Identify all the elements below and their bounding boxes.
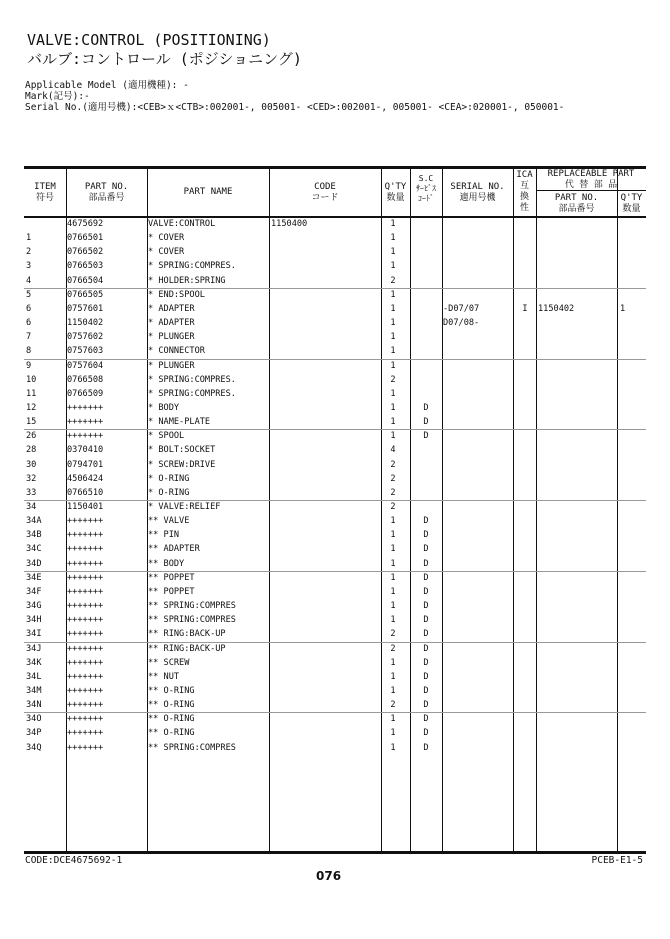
service-code-cell: D xyxy=(423,431,429,442)
item-cell: 2 xyxy=(26,247,32,258)
table-row xyxy=(24,302,646,316)
table-row xyxy=(24,316,646,330)
qty-cell: 1 xyxy=(390,417,396,428)
part-name-cell: ** ADAPTER xyxy=(148,544,200,555)
table-row xyxy=(24,684,646,698)
service-code-cell: D xyxy=(423,530,429,541)
part-no-cell: +++++++ xyxy=(67,671,104,682)
qty-cell: 1 xyxy=(390,360,396,371)
header-replaceable-part-no: PART NO. 部品番号 xyxy=(554,193,599,214)
service-code-cell: D xyxy=(423,516,429,527)
table-row xyxy=(24,217,646,231)
part-no-cell: +++++++ xyxy=(67,714,104,725)
part-no-cell: 0766508 xyxy=(67,374,104,385)
table-row xyxy=(24,245,646,259)
table-row xyxy=(24,259,646,273)
part-name-cell: * BOLT:SOCKET xyxy=(148,445,216,456)
service-code-cell: D xyxy=(423,643,429,654)
part-name-cell: * COVER xyxy=(148,233,185,244)
service-code-cell: D xyxy=(423,572,429,583)
item-cell: 34I xyxy=(26,629,42,640)
service-code-cell: D xyxy=(423,629,429,640)
item-cell: 34D xyxy=(26,558,42,569)
ica-cell: I xyxy=(522,303,528,314)
item-cell: 1 xyxy=(26,233,32,244)
part-no-cell: +++++++ xyxy=(67,572,104,583)
part-no-cell: +++++++ xyxy=(67,629,104,640)
footer-catalog-ref: PCEB-E1-5 xyxy=(591,855,643,866)
part-no-cell: +++++++ xyxy=(67,586,104,597)
part-no-cell: 1150401 xyxy=(67,502,104,512)
serial-numbers: Serial No.(適用号機):<CEB>ｘ<CTB>:002001-, 005001- <CED>:002001-, 005001- <CEA>:020001-, 050001- xyxy=(25,102,565,113)
qty-cell: 1 xyxy=(390,572,396,583)
table-row xyxy=(24,373,646,387)
service-code-cell: D xyxy=(423,601,429,612)
service-code-cell: D xyxy=(423,742,429,753)
service-code-cell: D xyxy=(423,714,429,725)
part-no-cell: +++++++ xyxy=(67,544,104,555)
item-cell: 26 xyxy=(26,431,37,442)
qty-cell: 1 xyxy=(390,346,396,357)
part-no-cell: +++++++ xyxy=(67,558,104,569)
table-row xyxy=(24,486,646,500)
item-cell: 34G xyxy=(26,601,42,612)
qty-cell: 2 xyxy=(390,643,396,654)
qty-cell: 1 xyxy=(390,261,396,272)
qty-cell: 1 xyxy=(390,615,396,626)
table-row xyxy=(24,599,646,613)
qty-cell: 1 xyxy=(390,671,396,682)
table-row xyxy=(24,670,646,684)
qty-cell: 1 xyxy=(390,431,396,442)
item-cell: 8 xyxy=(26,346,32,357)
part-no-cell: 0757601 xyxy=(67,303,104,314)
table-row xyxy=(24,542,646,556)
table-bottom-rule xyxy=(24,851,646,854)
item-cell: 30 xyxy=(26,459,37,470)
item-cell: 34Q xyxy=(26,742,42,753)
item-cell: 34P xyxy=(26,728,42,739)
table-row xyxy=(24,429,646,443)
qty-cell: 1 xyxy=(390,714,396,725)
part-no-cell: +++++++ xyxy=(67,742,104,753)
qty-cell: 1 xyxy=(390,586,396,597)
part-name-cell: * COVER xyxy=(148,247,185,258)
part-name-cell: * SCREW:DRIVE xyxy=(148,459,216,470)
service-code-cell: D xyxy=(423,700,429,711)
serial-cell: D07/08- xyxy=(443,318,480,329)
replaceable-qty-cell: 1 xyxy=(620,303,626,314)
item-cell: 6 xyxy=(26,318,32,329)
footer-code: CODE:DCE4675692-1 xyxy=(25,855,123,866)
header-part-name: PART NAME xyxy=(183,187,233,197)
table-row xyxy=(24,571,646,585)
part-no-cell: +++++++ xyxy=(67,643,104,654)
qty-cell: 1 xyxy=(390,388,396,399)
item-cell: 12 xyxy=(26,402,37,413)
header-part-no: PART NO. 部品番号 xyxy=(84,182,129,203)
part-no-cell: 4675692 xyxy=(67,219,104,229)
table-row xyxy=(24,359,646,373)
table-row xyxy=(24,401,646,415)
qty-cell: 2 xyxy=(390,487,396,498)
qty-cell: 2 xyxy=(390,459,396,470)
qty-cell: 1 xyxy=(390,657,396,668)
table-row xyxy=(24,330,646,344)
serial-cell: -D07/07 xyxy=(443,303,480,314)
item-cell: 7 xyxy=(26,332,32,343)
item-cell: 4 xyxy=(26,275,32,286)
part-name-cell: * PLUNGER xyxy=(148,332,195,343)
part-name-cell: * O-RING xyxy=(148,487,190,498)
service-code-cell: D xyxy=(423,558,429,569)
table-row xyxy=(24,627,646,641)
part-no-cell: +++++++ xyxy=(67,431,104,442)
item-cell: 34C xyxy=(26,544,42,555)
item-cell: 34A xyxy=(26,516,42,527)
part-no-cell: +++++++ xyxy=(67,402,104,413)
service-code-cell: D xyxy=(423,417,429,428)
part-no-cell: +++++++ xyxy=(67,516,104,527)
qty-cell: 1 xyxy=(390,289,396,300)
part-no-cell: +++++++ xyxy=(67,685,104,696)
item-cell: 15 xyxy=(26,417,37,428)
service-code-cell: D xyxy=(423,402,429,413)
item-cell: 34M xyxy=(26,685,42,696)
title-english: VALVE:CONTROL (POSITIONING) xyxy=(27,31,271,49)
qty-cell: 1 xyxy=(390,516,396,527)
part-no-cell: 1150402 xyxy=(67,318,104,329)
qty-cell: 1 xyxy=(390,219,396,229)
code-cell: 1150400 xyxy=(271,219,308,229)
part-no-cell: 0757604 xyxy=(67,360,104,371)
part-no-cell: 0766509 xyxy=(67,388,104,399)
mark: Mark(記号):- xyxy=(25,91,90,102)
qty-cell: 1 xyxy=(390,303,396,314)
header-code: CODE コード xyxy=(311,182,339,203)
part-no-cell: 4506424 xyxy=(67,473,104,484)
part-name-cell: * SPRING:COMPRES. xyxy=(148,261,236,272)
part-name-cell: ** SPRING:COMPRES xyxy=(148,601,236,612)
part-name-cell: ** RING:BACK-UP xyxy=(148,629,226,640)
part-name-cell: ** SCREW xyxy=(148,657,190,668)
table-row xyxy=(24,698,646,712)
item-cell: 34H xyxy=(26,615,42,626)
qty-cell: 2 xyxy=(390,374,396,385)
part-name-cell: * SPRING:COMPRES. xyxy=(148,388,236,399)
part-name-cell: ** O-RING xyxy=(148,728,195,739)
item-cell: 34 xyxy=(26,502,37,512)
table-row xyxy=(24,415,646,429)
qty-cell: 1 xyxy=(390,728,396,739)
item-cell: 33 xyxy=(26,487,37,498)
item-cell: 34J xyxy=(26,643,42,654)
part-no-cell: +++++++ xyxy=(67,601,104,612)
part-no-cell: 0757603 xyxy=(67,346,104,357)
part-name-cell: ** VALVE xyxy=(148,516,190,527)
part-name-cell: * NAME-PLATE xyxy=(148,417,211,428)
item-cell: 34K xyxy=(26,657,42,668)
table-row xyxy=(24,642,646,656)
table-row xyxy=(24,387,646,401)
part-name-cell: * CONNECTOR xyxy=(148,346,205,357)
qty-cell: 1 xyxy=(390,402,396,413)
part-no-cell: 0766510 xyxy=(67,487,104,498)
table-row xyxy=(24,514,646,528)
service-code-cell: D xyxy=(423,728,429,739)
item-cell: 32 xyxy=(26,473,37,484)
part-no-cell: +++++++ xyxy=(67,700,104,711)
part-name-cell: * END:SPOOL xyxy=(148,289,205,300)
service-code-cell: D xyxy=(423,586,429,597)
item-cell: 3 xyxy=(26,261,32,272)
qty-cell: 2 xyxy=(390,700,396,711)
part-no-cell: 0757602 xyxy=(67,332,104,343)
qty-cell: 1 xyxy=(390,332,396,343)
part-no-cell: +++++++ xyxy=(67,615,104,626)
table-row xyxy=(24,726,646,740)
part-name-cell: * BODY xyxy=(148,402,180,413)
item-cell: 6 xyxy=(26,303,32,314)
header-replaceable-qty: Q'TY 数量 xyxy=(620,193,643,214)
part-no-cell: +++++++ xyxy=(67,728,104,739)
service-code-cell: D xyxy=(423,685,429,696)
part-name-cell: * SPOOL xyxy=(148,431,185,442)
service-code-cell: D xyxy=(423,615,429,626)
item-cell: 34N xyxy=(26,700,42,711)
item-cell: 11 xyxy=(26,388,37,399)
item-cell: 28 xyxy=(26,445,37,456)
table-row xyxy=(24,712,646,726)
part-name-cell: ** NUT xyxy=(148,671,180,682)
part-name-cell: ** O-RING xyxy=(148,685,195,696)
part-no-cell: +++++++ xyxy=(67,530,104,541)
item-cell: 34O xyxy=(26,714,42,725)
title-japanese: バルブ:コントロール (ポジショニング) xyxy=(27,50,302,68)
part-name-cell: ** SPRING:COMPRES xyxy=(148,615,236,626)
table-row xyxy=(24,656,646,670)
item-cell: 34B xyxy=(26,530,42,541)
part-name-cell: ** POPPET xyxy=(148,586,195,597)
qty-cell: 1 xyxy=(390,233,396,244)
part-no-cell: +++++++ xyxy=(67,417,104,428)
service-code-cell: D xyxy=(423,657,429,668)
header-serial-no: SERIAL NO. 適用号機 xyxy=(450,182,505,203)
qty-cell: 1 xyxy=(390,685,396,696)
table-row xyxy=(24,274,646,288)
header-replaceable-part: REPLACEABLE PART 代 替 部 品 xyxy=(547,169,635,190)
qty-cell: 2 xyxy=(390,629,396,640)
part-no-cell: 0766502 xyxy=(67,247,104,258)
part-name-cell: ** SPRING:COMPRES xyxy=(148,742,236,753)
part-no-cell: 0794701 xyxy=(67,459,104,470)
table-row xyxy=(24,528,646,542)
header-service-code: S.C ｻｰﾋﾞｽ ｺｰﾄﾞ xyxy=(416,174,436,203)
table-row xyxy=(24,288,646,302)
part-name-cell: * ADAPTER xyxy=(148,303,195,314)
part-name-cell: * O-RING xyxy=(148,473,190,484)
item-cell: 34E xyxy=(26,572,42,583)
part-no-cell: 0766504 xyxy=(67,275,104,286)
header-ica: ICA 互 換 性 xyxy=(516,170,533,213)
part-no-cell: 0766503 xyxy=(67,261,104,272)
part-no-cell: 0766505 xyxy=(67,289,104,300)
service-code-cell: D xyxy=(423,544,429,555)
qty-cell: 1 xyxy=(390,530,396,541)
qty-cell: 2 xyxy=(390,502,396,512)
part-name-cell: VALVE:CONTROL xyxy=(148,219,216,229)
part-name-cell: ** POPPET xyxy=(148,572,195,583)
header-item: ITEM 符号 xyxy=(34,182,56,203)
part-name-cell: ** PIN xyxy=(148,530,180,541)
table-row xyxy=(24,472,646,486)
table-row xyxy=(24,231,646,245)
qty-cell: 1 xyxy=(390,601,396,612)
part-name-cell: * SPRING:COMPRES. xyxy=(148,374,236,385)
page-number: 076 xyxy=(316,869,342,883)
qty-cell: 2 xyxy=(390,473,396,484)
qty-cell: 1 xyxy=(390,742,396,753)
part-name-cell: ** O-RING xyxy=(148,700,195,711)
part-name-cell: * VALVE:RELIEF xyxy=(148,502,221,512)
header-qty: Q'TY 数量 xyxy=(384,182,407,203)
qty-cell: 1 xyxy=(390,544,396,555)
part-name-cell: ** O-RING xyxy=(148,714,195,725)
table-row xyxy=(24,443,646,457)
table-row xyxy=(24,344,646,358)
part-name-cell: * HOLDER:SPRING xyxy=(148,275,226,286)
replaceable-part-no-cell: 1150402 xyxy=(538,303,575,314)
applicable-model: Applicable Model (適用機種): - xyxy=(25,80,189,91)
table-row xyxy=(24,500,646,514)
table-row xyxy=(24,741,646,755)
item-cell: 5 xyxy=(26,289,32,300)
table-row xyxy=(24,557,646,571)
part-no-cell: 0370410 xyxy=(67,445,104,456)
item-cell: 34F xyxy=(26,586,42,597)
qty-cell: 4 xyxy=(390,445,396,456)
part-no-cell: +++++++ xyxy=(67,657,104,668)
qty-cell: 2 xyxy=(390,275,396,286)
service-code-cell: D xyxy=(423,671,429,682)
part-name-cell: * ADAPTER xyxy=(148,318,195,329)
part-name-cell: ** RING:BACK-UP xyxy=(148,643,226,654)
part-no-cell: 0766501 xyxy=(67,233,104,244)
part-name-cell: ** BODY xyxy=(148,558,185,569)
qty-cell: 1 xyxy=(390,247,396,258)
table-row xyxy=(24,585,646,599)
item-cell: 9 xyxy=(26,360,32,371)
table-row xyxy=(24,458,646,472)
table-row xyxy=(24,613,646,627)
item-cell: 10 xyxy=(26,374,37,385)
qty-cell: 1 xyxy=(390,318,396,329)
item-cell: 34L xyxy=(26,671,42,682)
qty-cell: 1 xyxy=(390,558,396,569)
part-name-cell: * PLUNGER xyxy=(148,360,195,371)
